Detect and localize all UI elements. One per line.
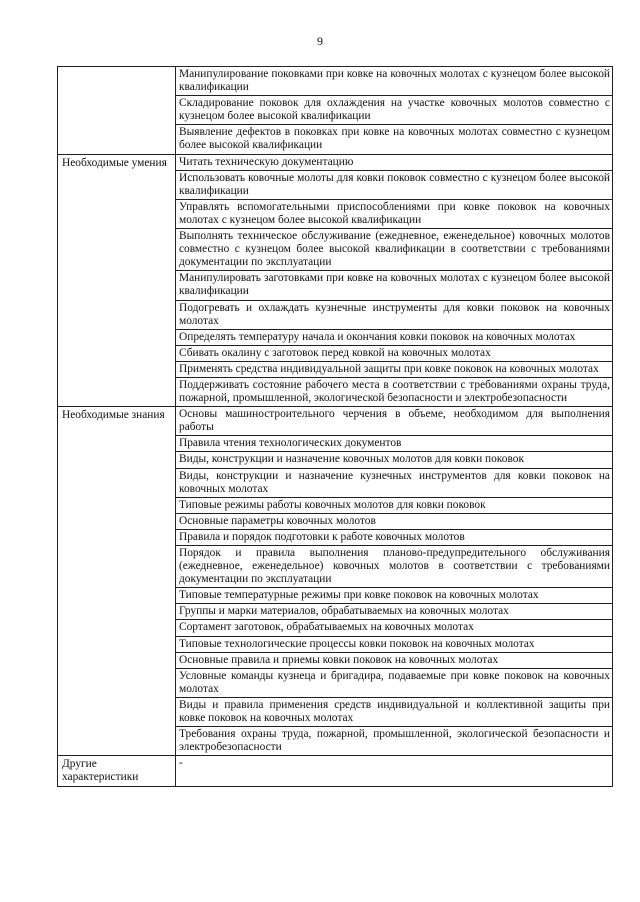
item-cell: Подогревать и охлаждать кузнечные инструменты для ковки поковок на ковочных молотах [176, 300, 613, 329]
table-body [58, 67, 613, 787]
item-cell: Поддерживать состояние рабочего места в соответствии с требованиями охраны труда, пожарной, промышленной, экологической безопасности и электробезопасности [176, 377, 613, 406]
item-cell: Условные команды кузнеца и бригадира, подаваемые при ковке поковок на ковочных молотах [176, 668, 613, 697]
item-cell: Выполнять техническое обслуживание (ежедневное, еженедельное) ковочных молотов совместно с кузнецом более высокой квалификации в соответствии с требованиями документации по эксплуатации [176, 229, 613, 271]
item-cell: Виды, конструкции и назначение ковочных молотов для ковки поковок [176, 452, 613, 468]
table-row [58, 154, 613, 170]
item-cell: Виды и правила применения средств индивидуальной и коллективной защиты при ковке поковок на ковочных молотах [176, 697, 613, 726]
item-cell: Правила и порядок подготовки к работе ковочных молотов [176, 529, 613, 545]
item-cell: - [176, 756, 613, 786]
qualification-table [57, 66, 613, 787]
item-cell: Типовые температурные режимы при ковке поковок на ковочных молотах [176, 588, 613, 604]
item-cell: Порядок и правила выполнения планово-предупредительного обслуживания (ежедневное, еженедельное) ковочных молотов в соответствии с требованиями документации по эксплуатации [176, 546, 613, 588]
item-cell: Читать техническую документацию [176, 154, 613, 170]
item-cell: Сбивать окалину с заготовок перед ковкой на ковочных молотах [176, 345, 613, 361]
item-cell: Выявление дефектов в поковках при ковке на ковочных молотах совместно с кузнецом более высокой квалификации [176, 125, 613, 154]
table-row [58, 67, 613, 96]
item-cell: Группы и марки материалов, обрабатываемых на ковочных молотах [176, 604, 613, 620]
category-cell [58, 67, 176, 155]
item-cell: Виды, конструкции и назначение кузнечных инструментов для ковки поковок на ковочных молотах [176, 468, 613, 497]
category-cell: Необходимые знания [58, 407, 176, 756]
page-number: 9 [317, 34, 323, 48]
table-row [58, 407, 613, 436]
item-cell: Правила чтения технологических документов [176, 436, 613, 452]
item-cell: Сортамент заготовок, обрабатываемых на ковочных молотах [176, 620, 613, 636]
item-cell: Складирование поковок для охлаждения на участке ковочных молотов совместно с кузнецом более высокой квалификации [176, 96, 613, 125]
item-cell: Определять температуру начала и окончания ковки поковок на ковочных молотах [176, 329, 613, 345]
item-cell: Манипулирование поковками при ковке на ковочных молотах с кузнецом более высокой квалификации [176, 67, 613, 96]
item-cell: Основы машиностроительного черчения в объеме, необходимом для выполнения работы [176, 407, 613, 436]
item-cell: Основные правила и приемы ковки поковок на ковочных молотах [176, 652, 613, 668]
item-cell: Применять средства индивидуальной защиты при ковке поковок на ковочных молотах [176, 361, 613, 377]
item-cell: Типовые режимы работы ковочных молотов для ковки поковок [176, 497, 613, 513]
item-cell: Требования охраны труда, пожарной, промышленной, экологической безопасности и электробезопасности [176, 727, 613, 756]
item-cell: Основные параметры ковочных молотов [176, 513, 613, 529]
item-cell: Манипулировать заготовками при ковке на ковочных молотах с кузнецом более высокой квалификации [176, 271, 613, 300]
category-cell: Необходимые умения [58, 154, 176, 407]
category-cell: Другие характеристики [58, 756, 176, 786]
item-cell: Использовать ковочные молоты для ковки поковок совместно с кузнецом более высокой квалификации [176, 170, 613, 199]
item-cell: Типовые технологические процессы ковки поковок на ковочных молотах [176, 636, 613, 652]
item-cell: Управлять вспомогательными приспособлениями при ковке поковок на ковочных молотах с кузнецом более высокой квалификации [176, 199, 613, 228]
table-row [58, 756, 613, 786]
